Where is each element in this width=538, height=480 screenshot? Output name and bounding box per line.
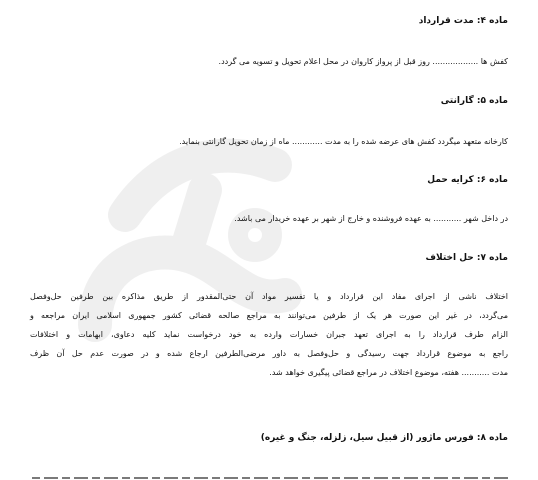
article-4-text: کفش ها .................. روز قبل از پرواز کاروان در محل اعلام تحویل و تسویه می گردد.: [218, 57, 508, 66]
article-6-title: ماده ۶: کرایه حمل: [427, 175, 508, 185]
article-5-title: ماده ۵: گارانتی: [440, 96, 508, 106]
article-7-title: ماده ۷: حل اختلاف: [425, 253, 508, 263]
article-4-title: ماده ۴: مدت قرارداد: [418, 16, 508, 26]
article-8-title: ماده ۸: فورس ماژور (از قبیل سیل، زلزله، جنگ و غیره): [260, 433, 508, 443]
article-7-line: مدت ........... هفته، موضوع اختلاف در مراجع قضائی پیگیری خواهد شد.: [269, 368, 508, 377]
article-7-line: الزام طرف قرارداد را به اجرای تعهد جبران خسارات وارده به خود درخواست نماید کلیه دعاوی، ابهامات و اختلافات: [30, 330, 508, 339]
cut-off-text-line: [30, 474, 508, 480]
article-7-text: [30, 291, 508, 386]
article-7-line: می‌گردد، در غیر این صورت هر یک از طرفین می‌توانند به مراجع صالحه قضائی کشور جمهوری اسلامی ایران مراجعه و: [30, 311, 508, 320]
article-6-text: در داخل شهر ........... به عهده فروشنده و خارج از شهر بر عهده خریدار می باشد.: [234, 214, 508, 223]
article-7-line: راجع به موضوع قرارداد جهت رسیدگی و حل‌وفصل به داور مرضی‌الطرفین ارجاع شده و در صورت عدم حل آن ظرف: [30, 349, 508, 358]
article-7-line: اختلاف ناشی از اجرای مفاد این قرارداد و یا تفسیر مواد آن حتی‌المقدور از طریق مذاکره بین طرفین حل‌وفصل: [30, 292, 508, 301]
article-5-text: کارخانه متعهد میگردد کفش های عرضه شده را به مدت ............ ماه از زمان تحویل گارانتی بنماید.: [179, 137, 508, 146]
